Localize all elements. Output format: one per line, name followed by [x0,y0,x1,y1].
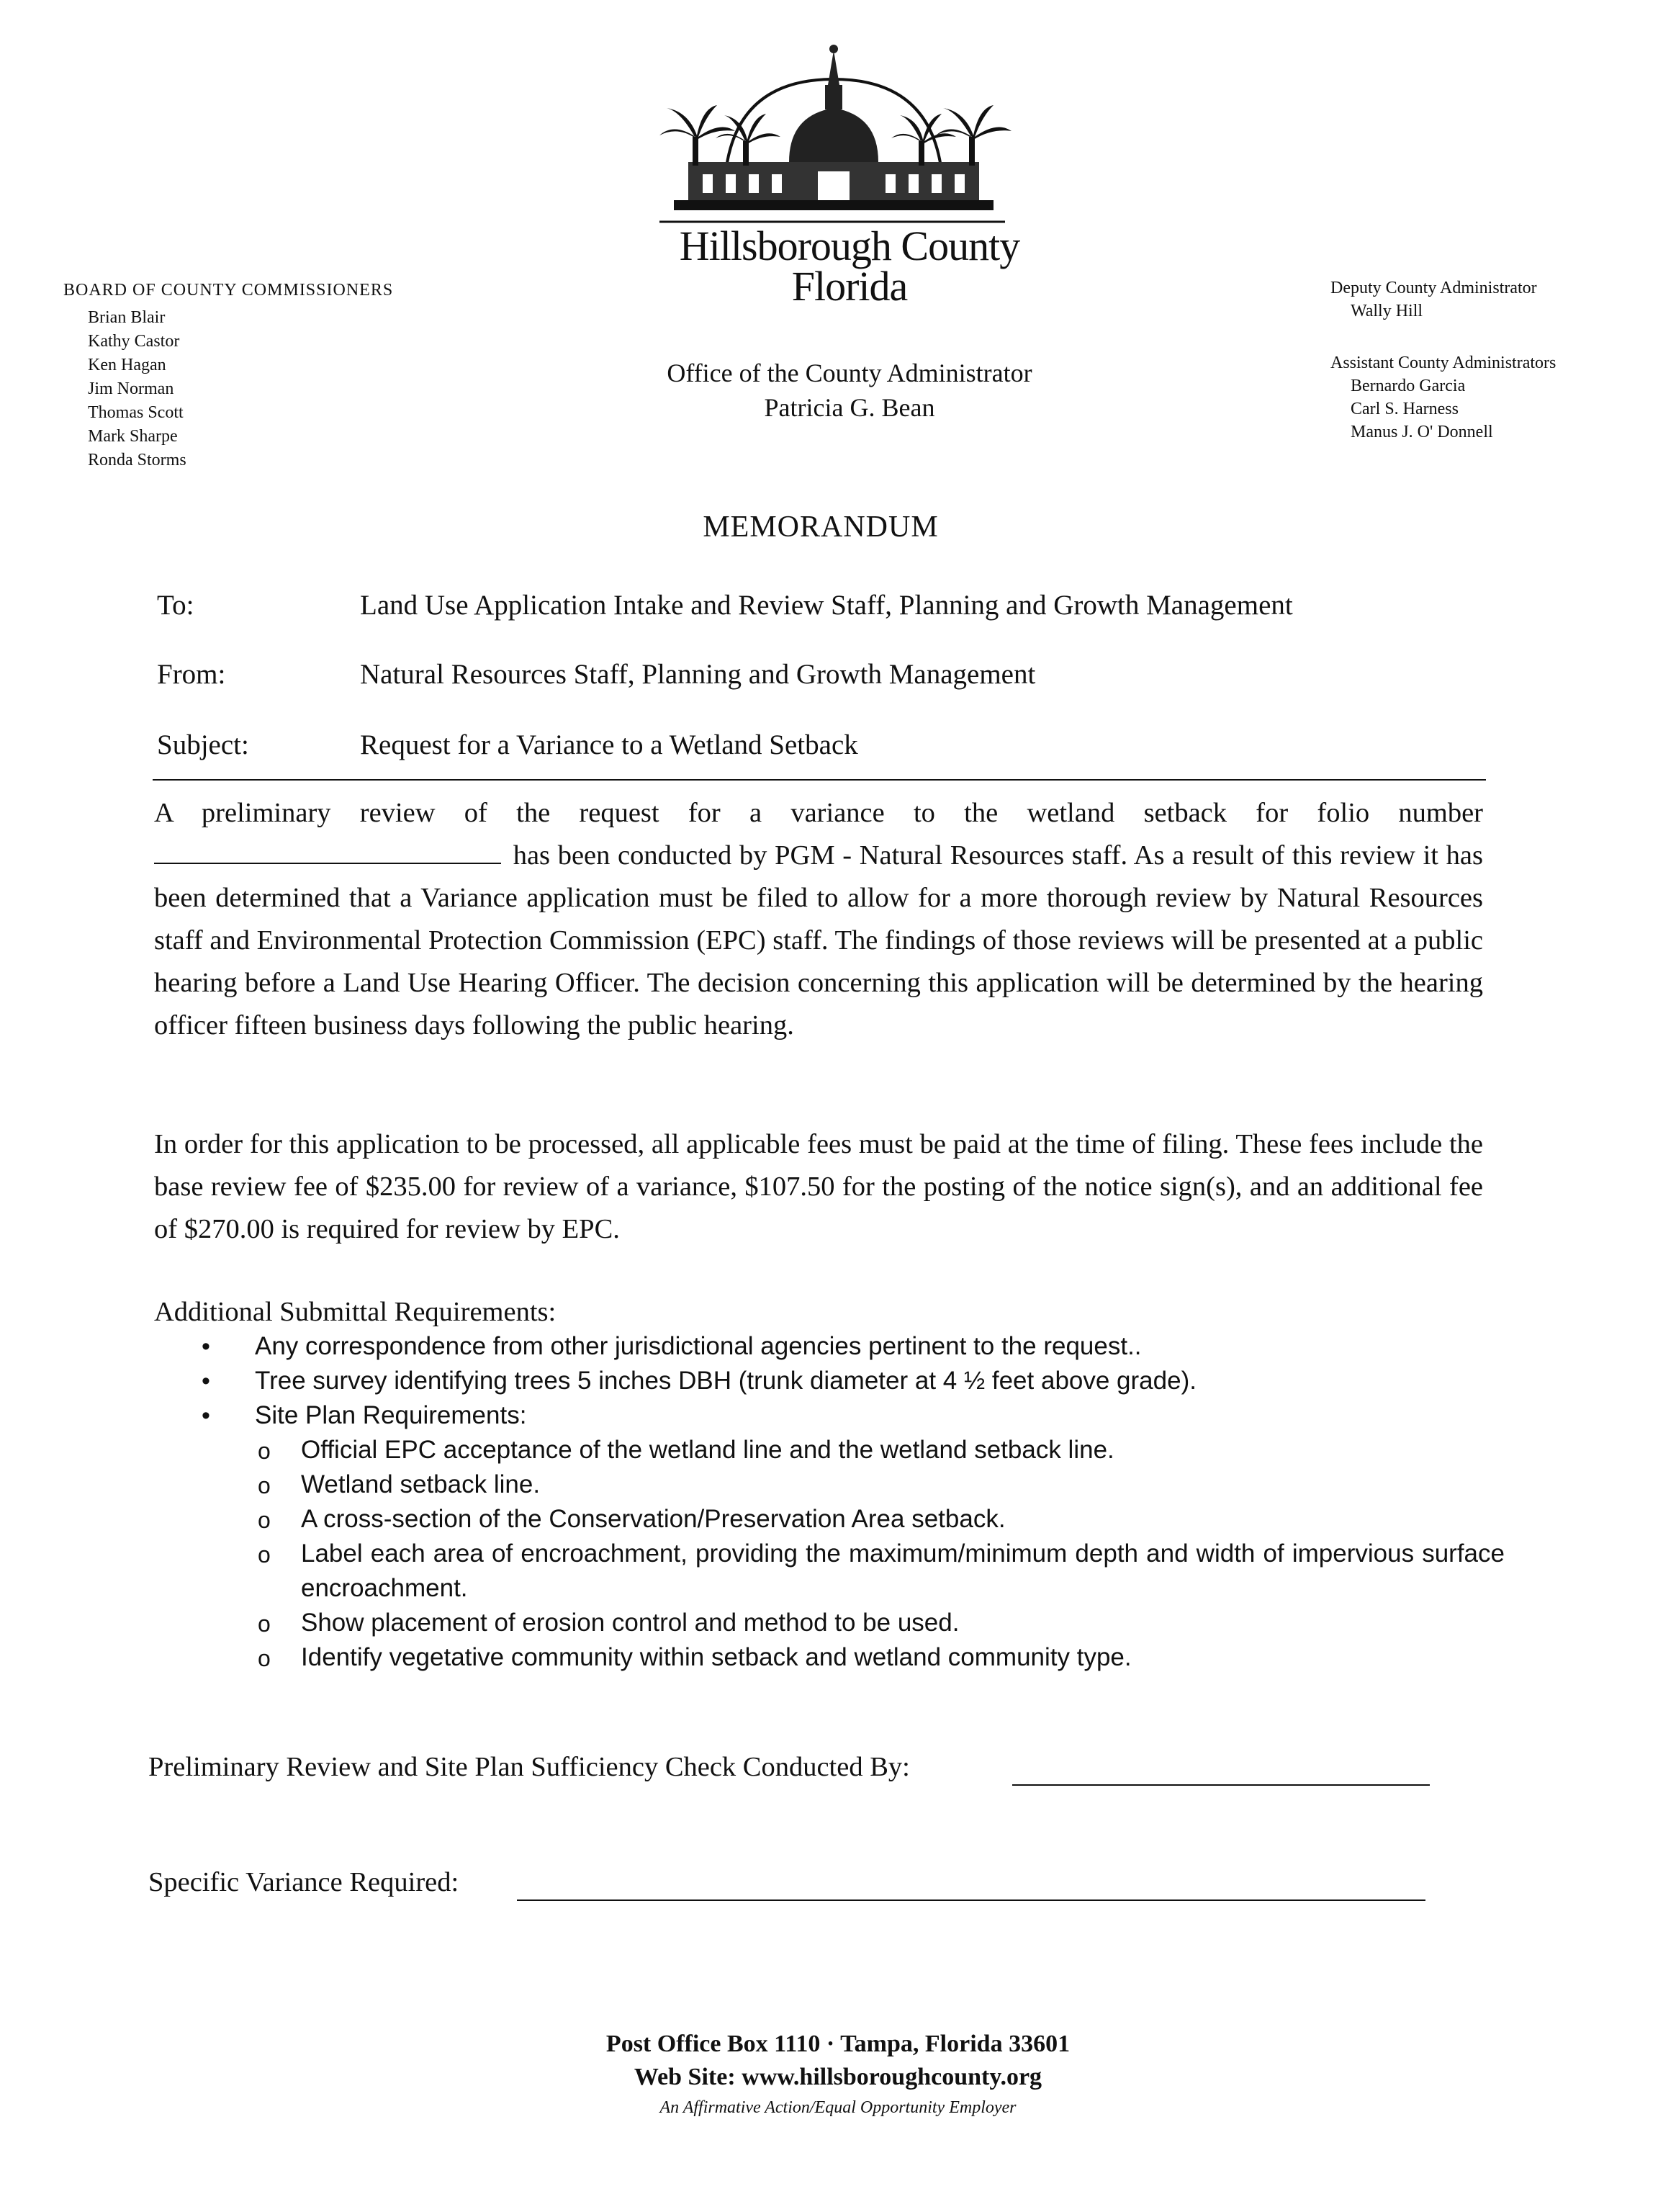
circle-bullet-icon: o [258,1542,271,1568]
list-item [194,1537,1505,1606]
to-label: To: [157,590,194,621]
site-plan-requirement: Official EPC acceptance of the wetland line and the wetland setback line. [301,1436,1114,1464]
paragraph-1-start: A preliminary review of the request for a variance to the wetland setback for folio number [154,798,1483,828]
board-of-commissioners [63,281,524,472]
requirement-text: Any correspondence from other jurisdictional agencies pertinent to the request.. [255,1332,1142,1360]
circle-bullet-icon: o [258,1473,271,1498]
bullet-icon: • [202,1333,210,1360]
header-divider [153,779,1486,781]
board-member: Thomas Scott [88,403,184,422]
deputy-administrator-name: Wally Hill [1351,302,1423,320]
county-seal-logo [645,36,1019,232]
list-item [194,1329,1505,1364]
list-item [194,1398,1505,1433]
administrator-name: Patricia G. Bean [764,393,935,422]
folio-number-blank[interactable] [154,837,501,864]
from-label: From: [157,659,226,690]
paragraph-1-rest: has been conducted by PGM - Natural Resources staff. As a result of this review it has been determined that a Variance application must be filed to allow for a more thorough review by Natural Resources staff and Environmental Protection Commission (EPC) staff. The findings of those reviews will be presented at a public hearing before a Land Use Hearing Officer. The decision concerning this application will be determined by the hearing officer fifteen business days following the public hearing. [154,840,1484,1040]
list-item [194,1467,1505,1502]
county-state: Florida [791,263,908,310]
board-member: Jim Norman [88,379,174,398]
subject-label: Subject: [157,729,249,760]
board-title: BOARD OF COUNTY COMMISSIONERS [63,281,394,300]
list-item [194,1364,1505,1398]
body-paragraph-2: In order for this application to be processed, all applicable fees must be paid at the time of filing. These fees include the base review fee of $235.00 for review of a variance, $107.50 for the posting of the notice sign(s), and an additional fee of $270.00 is required for review by EPC. [154,1129,1483,1244]
site-plan-requirement: Wetland setback line. [301,1470,541,1498]
footer-eoe-statement: An Affirmative Action/Equal Opportunity Employer [659,2098,1017,2117]
office-title: Office of the County Administrator [667,359,1032,387]
memo-title: MEMORANDUM [703,511,939,544]
body-paragraph-1 [154,792,1483,1047]
from-value: Natural Resources Staff, Planning and Growth Management [360,659,1036,690]
subject-value: Request for a Variance to a Wetland Setback [360,729,858,760]
to-value: Land Use Application Intake and Review Staff, Planning and Growth Management [360,590,1293,621]
board-member: Ronda Storms [88,451,186,469]
administrators-block [1330,276,1662,444]
board-member: Brian Blair [88,308,166,327]
requirement-text: Tree survey identifying trees 5 inches DBH (trunk diameter at 4 ½ feet above grade). [255,1367,1197,1395]
review-conducted-by-label: Preliminary Review and Site Plan Sufficiency Check Conducted By: [148,1752,910,1782]
county-name: Hillsborough County [679,222,1020,269]
assistant-administrator-name: Bernardo Garcia [1351,377,1466,395]
footer-website: Web Site: www.hillsboroughcounty.org [634,2064,1042,2090]
circle-bullet-icon: o [258,1611,271,1637]
bullet-icon: • [202,1367,210,1395]
assistant-administrators-title: Assistant County Administrators [1330,354,1556,372]
assistant-administrator-name: Manus J. O' Donnell [1351,423,1493,441]
footer-address: Post Office Box 1110 · Tampa, Florida 33601 [605,2031,1071,2057]
requirements-title: Additional Submittal Requirements: [154,1297,557,1327]
list-item [194,1606,1505,1640]
list-item [194,1502,1505,1537]
specific-variance-label: Specific Variance Required: [148,1867,459,1897]
site-plan-requirement: Show placement of erosion control and method to be used. [301,1609,960,1637]
review-conducted-by-line[interactable] [1012,1784,1430,1786]
site-plan-requirement: Identify vegetative community within setback and wetland community type. [301,1643,1132,1671]
deputy-administrator-title: Deputy County Administrator [1330,279,1537,297]
board-member: Mark Sharpe [88,427,178,446]
list-item [194,1640,1505,1675]
requirement-text: Site Plan Requirements: [255,1401,527,1429]
circle-bullet-icon: o [258,1507,271,1533]
assistant-administrator-name: Carl S. Harness [1351,400,1459,418]
specific-variance-line[interactable] [517,1899,1425,1901]
office-block [576,356,1123,425]
board-member: Kathy Castor [88,332,180,351]
circle-bullet-icon: o [258,1438,271,1464]
requirements-list [194,1329,1505,1675]
list-item [194,1433,1505,1467]
bullet-icon: • [202,1402,210,1429]
circle-bullet-icon: o [258,1645,271,1671]
site-plan-requirement: Label each area of encroachment, providing the maximum/minimum depth and width of impervious surface encroachment. [301,1539,1505,1602]
site-plan-requirement: A cross-section of the Conservation/Preservation Area setback. [301,1505,1006,1533]
board-member: Ken Hagan [88,356,166,374]
